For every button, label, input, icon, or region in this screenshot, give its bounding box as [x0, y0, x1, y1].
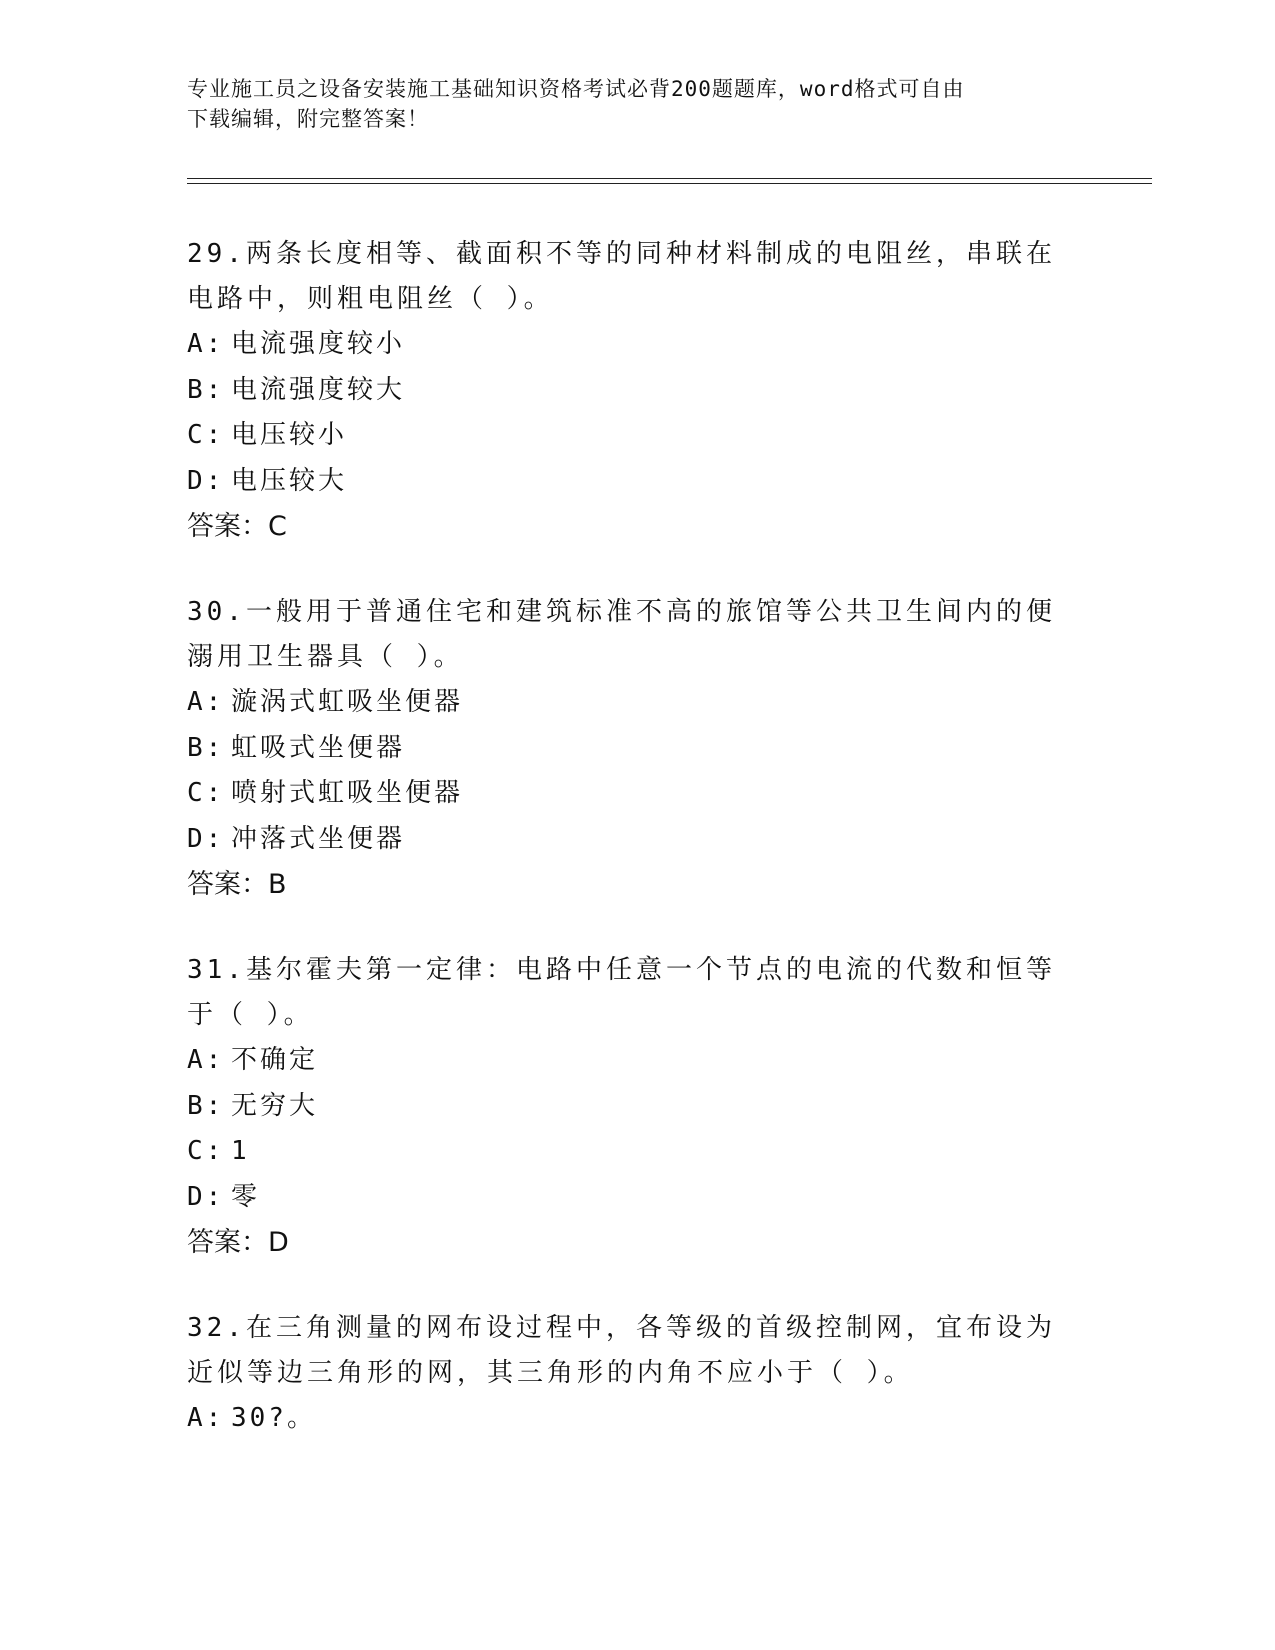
option-text: 漩涡式虹吸坐便器	[231, 687, 464, 717]
option-text: 电流强度较大	[231, 374, 406, 405]
option-text: 电压较小	[231, 420, 348, 450]
option-text: 1	[231, 1136, 250, 1166]
option-c	[187, 771, 1087, 817]
option-key: C:	[187, 1136, 225, 1166]
option-key: A:	[187, 1045, 225, 1075]
option-text: 30?。	[231, 1403, 316, 1433]
option-d	[187, 459, 1087, 505]
option-key: A:	[187, 329, 225, 359]
answer-line: 答案：C	[187, 511, 287, 542]
option-b	[187, 726, 1087, 772]
option-b	[187, 368, 1087, 414]
option-key: B:	[187, 732, 225, 763]
option-text: 电流强度较小	[231, 329, 406, 359]
option-text: 不确定	[231, 1045, 319, 1075]
option-d	[187, 817, 1087, 863]
answer-line: 答案：B	[187, 869, 287, 900]
option-key: C:	[187, 778, 225, 808]
header-divider-bottom	[187, 183, 1152, 184]
option-text: 无穷大	[231, 1090, 319, 1121]
option-text: 喷射式虹吸坐便器	[231, 778, 464, 808]
option-key: D:	[187, 1181, 225, 1212]
option-text: 电压较大	[231, 465, 348, 496]
option-key: B:	[187, 374, 225, 405]
option-a	[187, 1396, 1087, 1442]
header-divider-top	[187, 178, 1152, 179]
option-a	[187, 680, 1087, 726]
option-text: 零	[231, 1181, 261, 1212]
option-key: B:	[187, 1090, 225, 1121]
option-key: A:	[187, 1403, 225, 1433]
header-line-2: 下载编辑，附完整答案！	[187, 107, 429, 131]
question-31	[187, 948, 1087, 1266]
option-c	[187, 1129, 1087, 1175]
option-key: D:	[187, 823, 225, 854]
option-key: C:	[187, 420, 225, 450]
document-header	[187, 74, 1067, 134]
question-stem: 30.一般用于普通住宅和建筑标准不高的旅馆等公共卫生间内的便溺用卫生器具（ ）。	[187, 597, 1056, 672]
option-key: D:	[187, 465, 225, 496]
option-d	[187, 1175, 1087, 1221]
question-list	[187, 232, 1087, 1482]
answer-line: 答案：D	[187, 1227, 289, 1258]
option-text: 虹吸式坐便器	[231, 732, 406, 763]
option-text: 冲落式坐便器	[231, 823, 406, 854]
header-line-1: 专业施工员之设备安装施工基础知识资格考试必背200题题库，word格式可自由	[187, 77, 965, 101]
question-stem: 31.基尔霍夫第一定律：电路中任意一个节点的电流的代数和恒等于（ ）。	[187, 955, 1056, 1030]
question-32	[187, 1306, 1087, 1442]
question-stem: 29.两条长度相等、截面积不等的同种材料制成的电阻丝，串联在电路中，则粗电阻丝（ ）。	[187, 239, 1056, 314]
question-30	[187, 590, 1087, 908]
question-stem: 32.在三角测量的网布设过程中，各等级的首级控制网，宜布设为近似等边三角形的网，其三角形的内角不应小于（ ）。	[187, 1313, 1056, 1388]
option-c	[187, 413, 1087, 459]
option-b	[187, 1084, 1087, 1130]
question-29	[187, 232, 1087, 550]
option-a	[187, 322, 1087, 368]
option-key: A:	[187, 687, 225, 717]
option-a	[187, 1038, 1087, 1084]
